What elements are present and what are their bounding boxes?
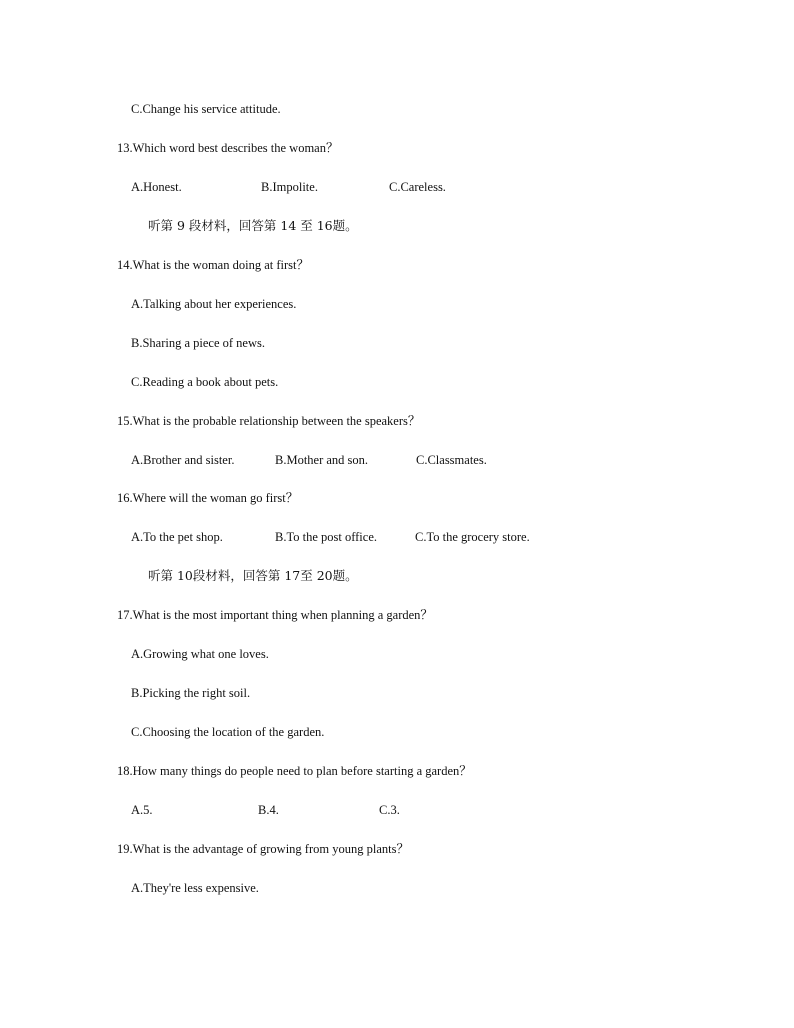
q14-option-b: B.Sharing a piece of news. [131,336,265,350]
section-instruction-10: 听第 10段材料，回答第 17至 20题。 [148,568,358,583]
q16-option-b: B.To the post office. [275,530,378,544]
q19-option-a: A.They're less expensive. [131,881,259,895]
q15-option-c: C.Classmates. [416,453,487,467]
q13-option-a: A.Honest. [131,180,182,194]
q13-option-b: B.Impolite. [261,180,318,194]
question-15: 15.What is the probable relationship between the speakers？ [117,414,421,428]
q15-option-b: B.Mother and son. [275,453,369,467]
q14-option-a: A.Talking about her experiences. [131,297,297,311]
question-14: 14.What is the woman doing at first？ [117,258,309,272]
question-17: 17.What is the most important thing when planning a garden？ [117,608,433,622]
q18-option-a: A.5. [131,803,153,817]
q18-option-c: C.3. [379,803,400,817]
q14-option-c: C.Reading a book about pets. [131,375,279,389]
question-19: 19.What is the advantage of growing from young plants？ [117,842,409,856]
q13-option-c: C.Careless. [389,180,446,194]
q16-option-a: A.To the pet shop. [131,530,223,544]
q16-option-c: C.To the grocery store. [415,530,530,544]
q17-option-c: C.Choosing the location of the garden. [131,725,325,739]
question-18: 18.How many things do people need to plan before starting a garden？ [117,764,472,778]
q17-option-b: B.Picking the right soil. [131,686,251,700]
q12-option-c: C.Change his service attitude. [131,102,281,116]
section-instruction-9: 听第 9 段材料，回答第 14 至 16题。 [148,218,358,233]
q17-option-a: A.Growing what one loves. [131,647,269,661]
q18-option-b: B.4. [258,803,279,817]
q15-option-a: A.Brother and sister. [131,453,235,467]
question-16: 16.Where will the woman go first？ [117,491,299,505]
question-13: 13.Which word best describes the woman？ [117,141,339,155]
